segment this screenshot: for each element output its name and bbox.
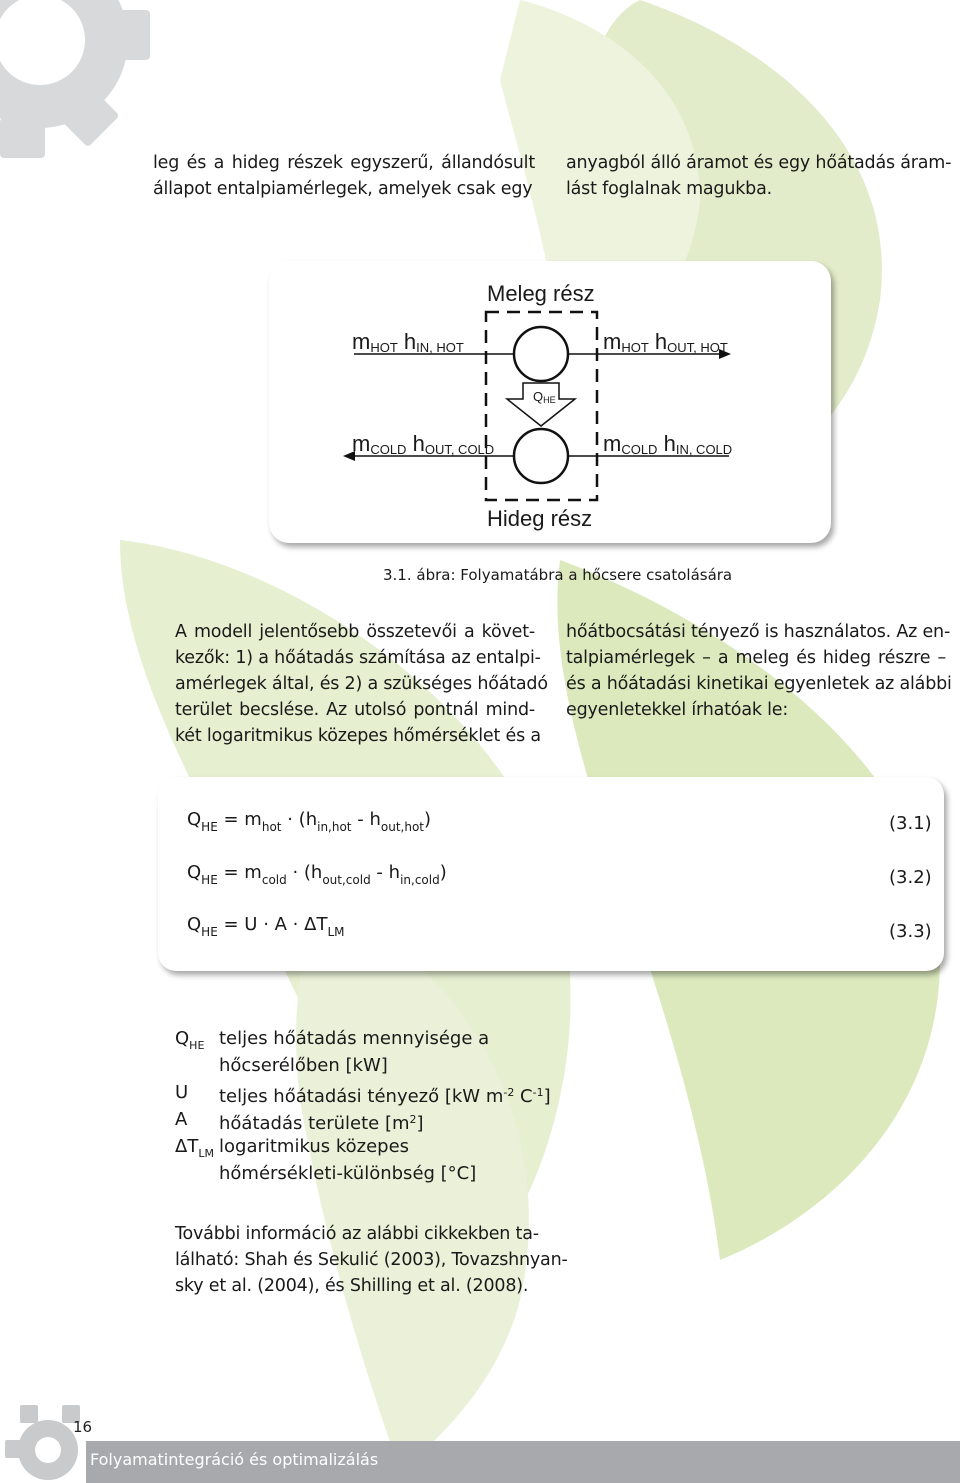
text-line: amérlegek által, és 2) a szükséges hőátadó [175, 674, 548, 694]
text-line: További információ az alábbi cikkekben ta- [175, 1224, 539, 1244]
text-line: lást foglalnak magukba. [566, 179, 772, 199]
text-line: kezők: 1) a hőátadás számítása az entalpi- [175, 648, 541, 668]
page-number: 16 [73, 1418, 93, 1436]
text-line: terület becslése. Az utolsó pontnál mind- [175, 700, 535, 720]
symbol-glossary [175, 1025, 575, 1195]
text-line: hőátbocsátási tényező is használatos. Az en- [566, 622, 951, 642]
text-line: anyagból álló áramot és egy hőátadás áram- [566, 153, 952, 173]
text-line: lálható: Shah és Sekulić (2003), Tovazshnyan- [175, 1250, 568, 1270]
flow-diagram [269, 261, 831, 543]
equation-2-number: (3.2) [889, 867, 932, 888]
references-paragraph [175, 1221, 568, 1299]
text-line: két logaritmikus közepes hőmérséklet és a [175, 726, 541, 746]
equation-3: $Q_{HE} = U \cdot A \cdot \Delta T_{LM}$ [187, 914, 345, 939]
cold-in-label: $m_{COLD}$ $h_{IN, COLD}$ [603, 431, 733, 457]
equation-1-number: (3.1) [889, 813, 932, 834]
text-line: sky et al. (2004), és Shilling et al. (2008). [175, 1276, 529, 1296]
figure-caption: 3.1. ábra: Folyamatábra a hőcsere csatolására [383, 566, 733, 584]
hot-in-label: $m_{HOT}$ $h_{IN, HOT}$ [352, 329, 464, 355]
top-right-paragraph [566, 150, 952, 202]
glossary-symbol: $Q_{HE}$ [175, 1028, 205, 1052]
text-line: és a hőátadási kinetikai egyenletek az alábbi [566, 674, 952, 694]
mid-right-paragraph [566, 619, 952, 723]
equations-box [158, 777, 944, 971]
footer-title: Folyamatintegráció és optimalizálás [90, 1450, 379, 1469]
text-line: A modell jelentősebb összetevői a követ- [175, 622, 535, 642]
glossary-symbol: A [175, 1109, 188, 1130]
text-line: leg és a hideg részek egyszerű, állandósult [153, 153, 535, 173]
equation-2: $Q_{HE} = m_{cold} \cdot (h_{out,cold} - h_{in,cold})$ [187, 862, 447, 887]
equation-3-number: (3.3) [889, 921, 932, 942]
text-line: egyenletekkel írhatóak le: [566, 700, 789, 720]
cold-out-label: $m_{COLD}$ $h_{OUT, COLD}$ [352, 431, 495, 457]
text-line: állapot entalpiamérlegek, amelyek csak egy [153, 179, 533, 199]
heat-transfer-label: $Q_{HE}$ [533, 389, 556, 405]
equation-1: $Q_{HE} = m_{hot} \cdot (h_{in,hot} - h_{out,hot})$ [187, 809, 432, 834]
glossary-definition: hőátadás területe $[m^2]$ [219, 1113, 424, 1134]
glossary-symbol: $\Delta T_{LM}$ [175, 1136, 214, 1160]
mid-left-paragraph [175, 619, 548, 749]
hot-out-label: $m_{HOT}$ $h_{OUT, HOT}$ [603, 329, 728, 355]
glossary-definition: logaritmikus közepes hőmérsékleti-különbség [°C] [219, 1136, 477, 1184]
glossary-symbol: U [175, 1082, 189, 1103]
glossary-definition: teljes hőátadási tényező [kW $m^{-2}$ $C^{-1}$] [219, 1086, 551, 1107]
glossary-definition: teljes hőátadás mennyisége a hőcserélőben [kW] [219, 1028, 490, 1076]
top-left-paragraph [153, 150, 535, 202]
diagram-title-bottom: Hideg rész [487, 506, 593, 531]
text-line: talpiamérlegek – a meleg és hideg részre – [566, 648, 946, 668]
diagram-title-top: Meleg rész [487, 281, 595, 306]
